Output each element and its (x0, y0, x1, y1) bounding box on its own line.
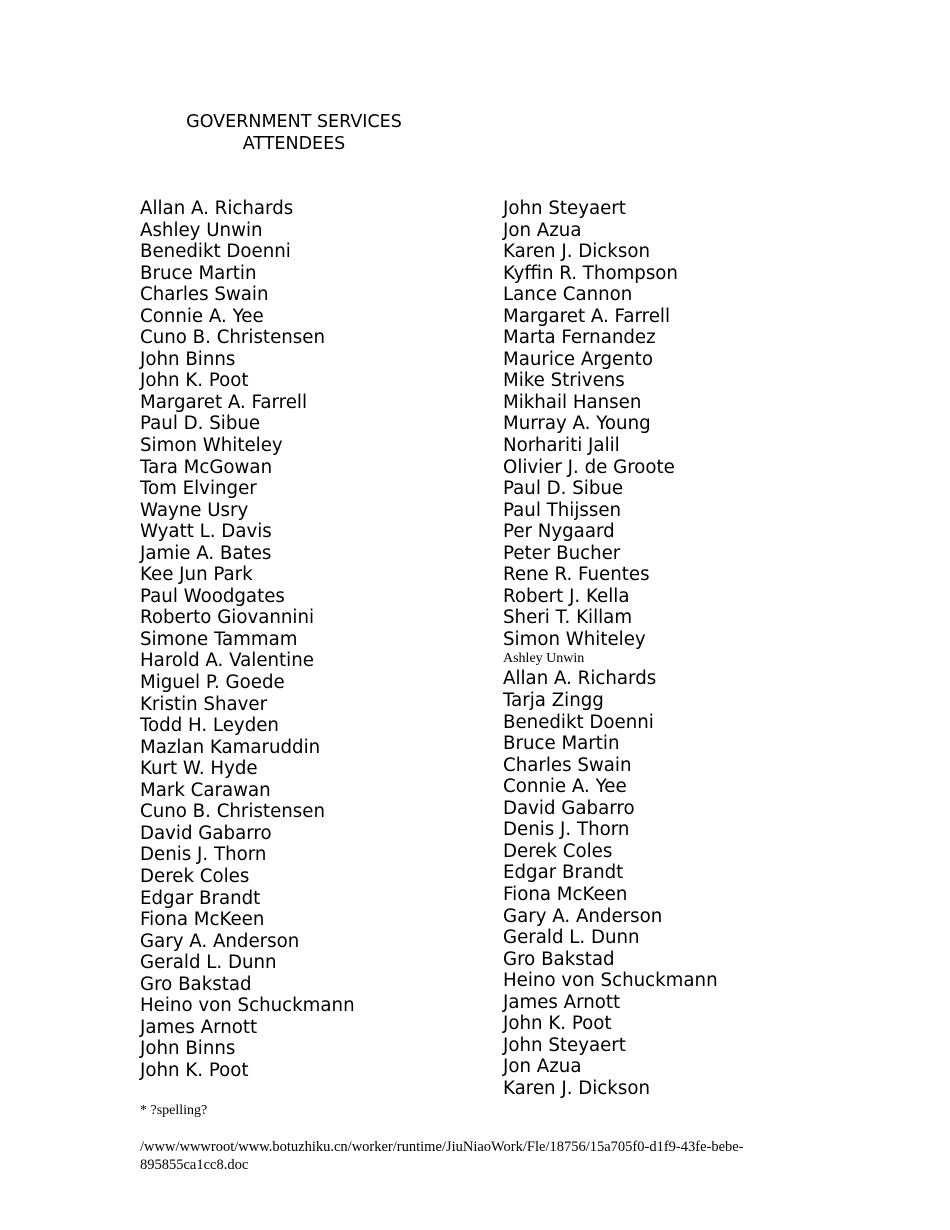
attendee-name: Robert J. Kella (503, 585, 630, 607)
attendee-name: Mazlan Kamaruddin (140, 736, 321, 758)
attendee-name: Simon Whiteley (140, 435, 283, 457)
attendee-name: Olivier J. de Groote (503, 456, 675, 478)
attendee-name: Allan A. Richards (503, 668, 657, 690)
attendee-name: Maurice Argento (503, 348, 653, 370)
attendee-name: Marta Fernandez (503, 327, 656, 349)
attendee-name: Charles Swain (503, 754, 632, 776)
attendee-name: Heino von Schuckmann (140, 995, 355, 1017)
file-path-line-2: 895855ca1cc8.doc (140, 1157, 249, 1173)
attendee-name: Bruce Martin (140, 262, 257, 284)
attendee-name: Todd H. Leyden (140, 715, 279, 737)
attendee-name: John Binns (140, 1038, 236, 1060)
attendee-name: Kurt W. Hyde (140, 758, 258, 780)
attendee-name: Gro Bakstad (503, 948, 615, 970)
attendee-name: Paul Woodgates (140, 585, 285, 607)
attendee-name: Jon Azua (503, 1056, 582, 1078)
attendee-name: Connie A. Yee (140, 305, 264, 327)
footnote: * ?spelling? (140, 1103, 208, 1118)
attendee-name: Sheri T. Killam (503, 607, 633, 629)
attendee-name: Denis J. Thorn (503, 819, 630, 841)
attendee-name: Mike Strivens (503, 370, 625, 392)
attendee-name: John Steyaert (503, 198, 626, 219)
attendee-name: John K. Poot (140, 1059, 249, 1081)
attendee-name: Gary A. Anderson (503, 905, 663, 927)
attendee-name: Kristin Shaver (140, 693, 268, 715)
attendee-name: Lance Cannon (503, 284, 633, 306)
file-path-line-1: /www/wwwroot/www.botuzhiku.cn/worker/runtime/JiuNiaoWork/Fle/18756/15a705f0-d1f9-43fe-bebe- (140, 1139, 744, 1155)
title-line-1: GOVERNMENT SERVICES (186, 112, 402, 132)
attendee-name: John K. Poot (140, 370, 249, 392)
attendee-name: Miguel P. Goede (140, 672, 285, 694)
attendee-name: Karen J. Dickson (503, 241, 650, 263)
title-line-2: ATTENDEES (242, 133, 346, 154)
attendee-name: Simon Whiteley (503, 628, 646, 650)
attendee-name: Allan A. Richards (140, 198, 294, 219)
attendee-name: Tara McGowan (140, 456, 273, 478)
attendee-name: Tarja Zingg (503, 690, 604, 712)
attendee-name: Cuno B. Christensen (140, 801, 325, 823)
attendee-name: John K. Poot (503, 1013, 612, 1035)
attendee-name: Connie A. Yee (503, 776, 627, 798)
attendee-name: Karen J. Dickson (503, 1077, 650, 1099)
document-title (140, 112, 448, 155)
attendee-name: Edgar Brandt (140, 887, 261, 909)
attendee-name: Mikhail Hansen (503, 391, 642, 413)
attendee-name: Paul D. Sibue (503, 478, 624, 500)
attendee-name: Fiona McKeen (503, 883, 628, 905)
attendee-name: Edgar Brandt (503, 862, 624, 884)
attendee-name: Gerald L. Dunn (140, 952, 277, 974)
attendee-name: Gro Bakstad (140, 973, 252, 995)
attendee-name: Cuno B. Christensen (140, 327, 325, 349)
attendee-name: James Arnott (503, 991, 621, 1013)
attendee-name: Ashley Unwin (503, 651, 585, 667)
attendee-name: Kee Jun Park (140, 564, 253, 586)
attendee-name: Norhariti Jalil (503, 435, 620, 457)
attendee-name: Peter Bucher (503, 542, 621, 564)
attendee-name: Margaret A. Farrell (140, 391, 308, 413)
attendee-name: Denis J. Thorn (140, 844, 267, 866)
attendee-name: Per Nygaard (503, 521, 615, 543)
attendee-name: Charles Swain (140, 284, 269, 306)
attendee-name: Ashley Unwin (140, 219, 263, 241)
attendee-name: Roberto Giovannini (140, 607, 315, 629)
attendee-name: Murray A. Young (503, 413, 651, 435)
attendee-name: Wayne Usry (140, 499, 249, 521)
attendee-name: James Arnott (140, 1016, 258, 1038)
attendees-left-column (140, 198, 355, 1081)
attendee-name: Jon Azua (503, 219, 582, 241)
attendee-name: Simone Tammam (140, 628, 298, 650)
attendee-name: Tom Elvinger (140, 478, 257, 500)
attendee-name: Fiona McKeen (140, 909, 265, 931)
attendees-right-column (503, 198, 718, 1099)
attendee-name: Gerald L. Dunn (503, 927, 640, 949)
attendee-name: Mark Carawan (140, 779, 271, 801)
attendee-name: Derek Coles (140, 865, 250, 887)
attendee-name: David Gabarro (140, 822, 272, 844)
attendee-name: John Binns (140, 348, 236, 370)
attendee-name: John Steyaert (503, 1034, 626, 1056)
attendee-name: Wyatt L. Davis (140, 521, 272, 543)
attendee-name: Gary A. Anderson (140, 930, 300, 952)
attendee-name: Bruce Martin (503, 733, 620, 755)
attendee-name: Jamie A. Bates (140, 542, 272, 564)
file-path (140, 1138, 820, 1174)
attendee-name: Paul D. Sibue (140, 413, 261, 435)
attendee-name: Benedikt Doenni (140, 241, 291, 263)
attendee-name: Margaret A. Farrell (503, 305, 671, 327)
attendee-name: Paul Thijssen (503, 499, 622, 521)
attendee-name: Heino von Schuckmann (503, 970, 718, 992)
attendee-name: David Gabarro (503, 797, 635, 819)
attendee-name: Rene R. Fuentes (503, 564, 650, 586)
attendee-name: Derek Coles (503, 840, 613, 862)
attendee-name: Benedikt Doenni (503, 711, 654, 733)
attendee-name: Kyffin R. Thompson (503, 262, 678, 284)
attendee-name: Harold A. Valentine (140, 650, 314, 672)
